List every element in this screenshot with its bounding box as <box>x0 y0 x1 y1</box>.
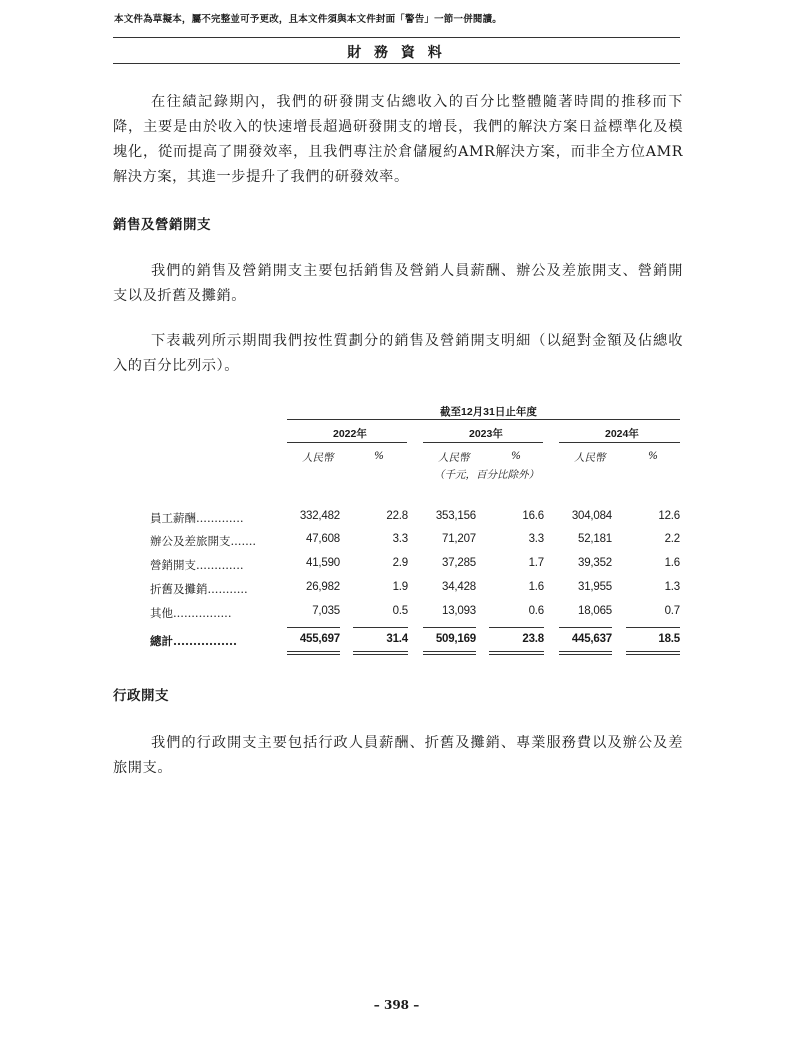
draft-disclaimer: 本文件為草擬本，屬不完整並可予更改，且本文件須與本文件封面「警告」一節一併閱讀。 <box>114 14 503 25</box>
cell-col-2: 2.9 <box>392 557 408 569</box>
cell-col-6: 1.3 <box>664 581 680 593</box>
subtotal-rule-6 <box>626 627 680 628</box>
row-label <box>150 510 244 526</box>
row-leader-dots: ............. <box>196 558 244 572</box>
row-label-text: 營銷開支 <box>150 558 196 572</box>
total-rule-5a <box>559 651 612 652</box>
row-label <box>150 533 256 549</box>
row-leader-dots: ........... <box>207 582 248 596</box>
cell-col-4: 3.3 <box>528 533 544 545</box>
cell-col-1: 7,035 <box>312 605 340 617</box>
cell-col-1: 41,590 <box>306 557 340 569</box>
year-rule-2022 <box>287 442 407 443</box>
subtotal-rule-3 <box>423 627 476 628</box>
cell-col-4: 1.6 <box>528 581 544 593</box>
total-rule-3a <box>423 651 476 652</box>
paragraph-selling-composition: 我們的銷售及營銷開支主要包括銷售及營銷人員薪酬、辦公及差旅開支、營銷開支以及折舊及攤銷。 <box>113 263 683 304</box>
subtotal-rule-5 <box>559 627 612 628</box>
subtotal-rule-1 <box>287 627 340 628</box>
page-number: – 398 – <box>373 998 420 1012</box>
total-rule-6a <box>626 651 680 652</box>
unit-rmb-2023: 人民幣 <box>438 452 470 464</box>
row-label <box>150 557 244 573</box>
total-cell-col-4: 23.8 <box>522 633 544 645</box>
cell-col-6: 2.2 <box>664 533 680 545</box>
cell-col-6: 1.6 <box>664 557 680 569</box>
row-label-text: 員工薪酬 <box>150 511 196 525</box>
cell-col-2: 0.5 <box>392 605 408 617</box>
row-label-text: 總計 <box>150 634 173 648</box>
total-rule-5b <box>559 654 612 655</box>
paragraph-table-intro: 下表載列所示期間我們按性質劃分的銷售及營銷開支明細（以絕對金額及佔總收入的百分比列示）。 <box>113 333 683 374</box>
row-leader-dots: ....... <box>230 534 257 548</box>
row-label <box>150 605 232 621</box>
cell-col-3: 13,093 <box>442 605 476 617</box>
cell-col-5: 39,352 <box>578 557 612 569</box>
cell-col-6: 12.6 <box>658 510 680 522</box>
cell-col-1: 332,482 <box>299 510 340 522</box>
year-2022: 2022年 <box>333 428 367 440</box>
total-rule-2b <box>353 654 408 655</box>
total-rule-1a <box>287 651 340 652</box>
cell-col-5: 304,084 <box>571 510 612 522</box>
cell-col-6: 0.7 <box>664 605 680 617</box>
cell-col-2: 3.3 <box>392 533 408 545</box>
total-cell-col-1: 455,697 <box>299 633 340 645</box>
cell-col-3: 71,207 <box>442 533 476 545</box>
subtotal-rule-2 <box>353 627 408 628</box>
total-rule-2a <box>353 651 408 652</box>
cell-col-4: 16.6 <box>522 510 544 522</box>
year-2024: 2024年 <box>605 428 639 440</box>
cell-col-3: 353,156 <box>435 510 476 522</box>
total-cell-col-6: 18.5 <box>658 633 680 645</box>
cell-col-2: 1.9 <box>392 581 408 593</box>
cell-col-5: 18,065 <box>578 605 612 617</box>
period-header: 截至12月31日止年度 <box>440 406 537 418</box>
cell-col-2: 22.8 <box>386 510 408 522</box>
period-rule <box>287 419 680 420</box>
row-leader-dots: ................ <box>173 606 232 620</box>
unit-rmb-2022: 人民幣 <box>302 452 334 464</box>
cell-col-5: 31,955 <box>578 581 612 593</box>
unit-pct-2022: % <box>374 450 384 462</box>
cell-col-3: 34,428 <box>442 581 476 593</box>
paragraph-rd-expenses: 在往績記錄期內，我們的研發開支佔總收入的百分比整體隨著時間的推移而下降，主要是由於收入的快速增長超過研發開支的增長，我們的解決方案日益標準化及模塊化，從而提高了開發效率，且我們專注於倉儲履約AMR解決方案，而非全方位AMR解決方案，其進一步提升了我們的研發效率。 <box>113 94 683 185</box>
cell-col-4: 0.6 <box>528 605 544 617</box>
row-leader-dots: ............. <box>196 511 244 525</box>
paragraph-administrative: 我們的行政開支主要包括行政人員薪酬、折舊及攤銷、專業服務費以及辦公及差旅開支。 <box>113 735 683 776</box>
total-cell-col-2: 31.4 <box>386 633 408 645</box>
unit-pct-2024: % <box>648 450 658 462</box>
total-rule-3b <box>423 654 476 655</box>
total-rule-6b <box>626 654 680 655</box>
unit-pct-2023: % <box>511 450 521 462</box>
heading-selling-marketing: 銷售及營銷開支 <box>113 217 211 233</box>
year-rule-2023 <box>423 442 543 443</box>
total-cell-col-5: 445,637 <box>571 633 612 645</box>
heading-administrative: 行政開支 <box>113 688 169 704</box>
section-title: 財 務 資 料 <box>347 45 446 61</box>
cell-col-4: 1.7 <box>528 557 544 569</box>
row-leader-dots: ................ <box>173 634 238 648</box>
total-rule-1b <box>287 654 340 655</box>
year-2023: 2023年 <box>469 428 503 440</box>
total-rule-4a <box>489 651 544 652</box>
row-label-text: 其他 <box>150 606 173 620</box>
subtotal-rule-4 <box>489 627 544 628</box>
row-label <box>150 581 248 597</box>
cell-col-3: 37,285 <box>442 557 476 569</box>
total-row-label <box>150 633 237 649</box>
year-rule-2024 <box>559 442 680 443</box>
row-label-text: 辦公及差旅開支 <box>150 534 231 548</box>
cell-col-5: 52,181 <box>578 533 612 545</box>
cell-col-1: 47,608 <box>306 533 340 545</box>
total-cell-col-3: 509,169 <box>435 633 476 645</box>
unit-rmb-2024: 人民幣 <box>574 452 606 464</box>
unit-note: （千元，百分比除外） <box>434 469 539 481</box>
cell-col-1: 26,982 <box>306 581 340 593</box>
total-rule-4b <box>489 654 544 655</box>
row-label-text: 折舊及攤銷 <box>150 582 208 596</box>
